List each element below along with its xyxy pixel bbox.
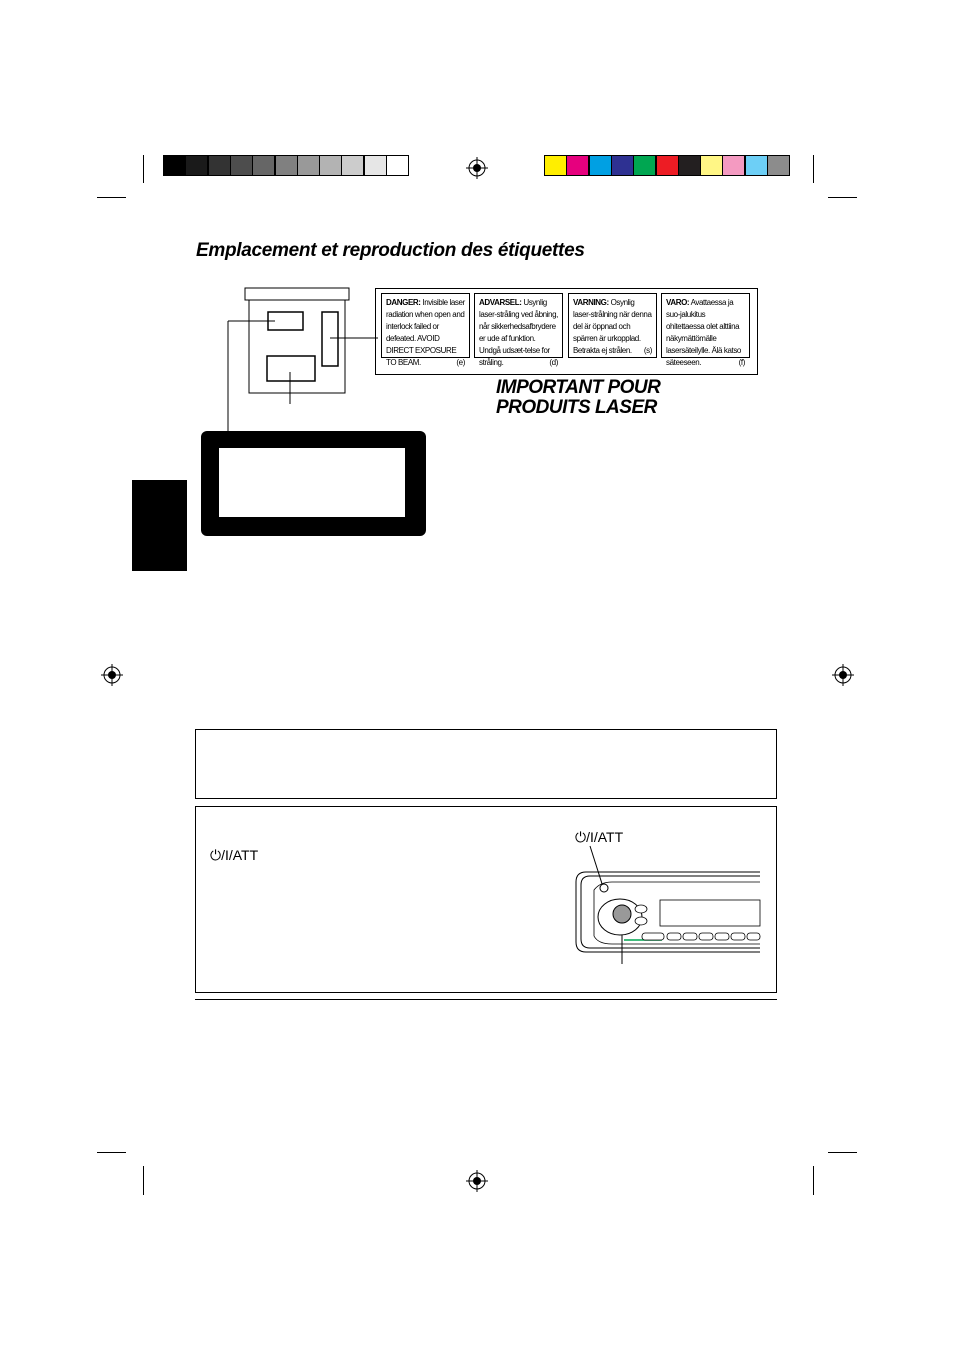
warning-text: Invisible laser radiation when open and interlock failed or defeated. AVOID DIRECT EXPOSURE TO BEAM. (386, 298, 465, 367)
color-swatch (589, 155, 612, 176)
registration-target-icon (466, 1170, 488, 1192)
gray-swatch (185, 155, 208, 176)
warning-text: Avattaessa ja suo-jalukitus ohitettaessa olet alttiina näkymättömälle lasersäteilylle. Älä katso säteeseen. (666, 298, 741, 367)
crop-mark (828, 197, 857, 198)
notice-box (195, 729, 777, 799)
warning-head: DANGER: (386, 298, 421, 307)
power-att-label-diagram: ⏻/I/ATT (575, 829, 624, 845)
gray-swatch (341, 155, 364, 176)
laser-products-heading (496, 378, 660, 418)
page-title: Emplacement et reproduction des étiquettes (196, 240, 585, 261)
color-swatch (767, 155, 790, 176)
color-swatch (566, 155, 589, 176)
gray-swatch (297, 155, 320, 176)
crop-mark (143, 1166, 144, 1195)
gray-swatch (275, 155, 298, 176)
color-swatch (700, 155, 723, 176)
crop-mark (813, 1166, 814, 1195)
crop-mark (97, 1152, 126, 1153)
gray-swatch (163, 155, 186, 176)
warning-code: (d) (549, 358, 558, 367)
color-swatch (722, 155, 745, 176)
warning-text: Osynlig laser-strålning när denna del är öppnad och spärren är urkopplad. Betrakta ej strålen. (573, 298, 652, 355)
registration-target-icon (466, 157, 488, 179)
warning-head: VARNING: (573, 298, 609, 307)
warning-label-varning (568, 293, 657, 358)
laser-heading-line: PRODUITS LASER (496, 397, 657, 418)
divider (195, 999, 777, 1000)
warning-code: (s) (643, 346, 652, 355)
warning-label-danger (381, 293, 470, 367)
faceplate-diagram (572, 846, 760, 964)
laser-heading-line: IMPORTANT POUR (496, 377, 661, 398)
gray-swatch (252, 155, 275, 176)
color-swatch (544, 155, 567, 176)
color-swatch (678, 155, 701, 176)
registration-target-icon (101, 664, 123, 686)
warning-code: (f) (738, 358, 745, 367)
warning-text: Usynlig laser-stråling ved åbning, når sikkerhedsafbrydere er ude af funktion. Undgå udsæt-telse for stråling. (479, 298, 558, 367)
crop-mark (828, 1152, 857, 1153)
crop-mark (143, 155, 144, 183)
registration-target-icon (832, 664, 854, 686)
gray-swatch (319, 155, 342, 176)
warning-code: (e) (456, 358, 465, 367)
color-swatch (611, 155, 634, 176)
power-att-label: ⏻/I/ATT (210, 847, 259, 863)
warning-label-advarsel (474, 293, 563, 367)
crop-mark (813, 155, 814, 183)
crop-mark (97, 197, 126, 198)
device-label-location-diagram (220, 286, 380, 436)
color-swatch (656, 155, 679, 176)
warning-label-varo (661, 293, 750, 367)
color-swatch (745, 155, 768, 176)
color-swatch (633, 155, 656, 176)
language-side-tab (132, 480, 187, 571)
warning-head: ADVARSEL: (479, 298, 522, 307)
warning-head: VARO: (666, 298, 690, 307)
gray-swatch (364, 155, 387, 176)
class-label-inner (219, 448, 405, 517)
gray-swatch (230, 155, 253, 176)
gray-swatch (386, 155, 409, 176)
gray-swatch (208, 155, 231, 176)
